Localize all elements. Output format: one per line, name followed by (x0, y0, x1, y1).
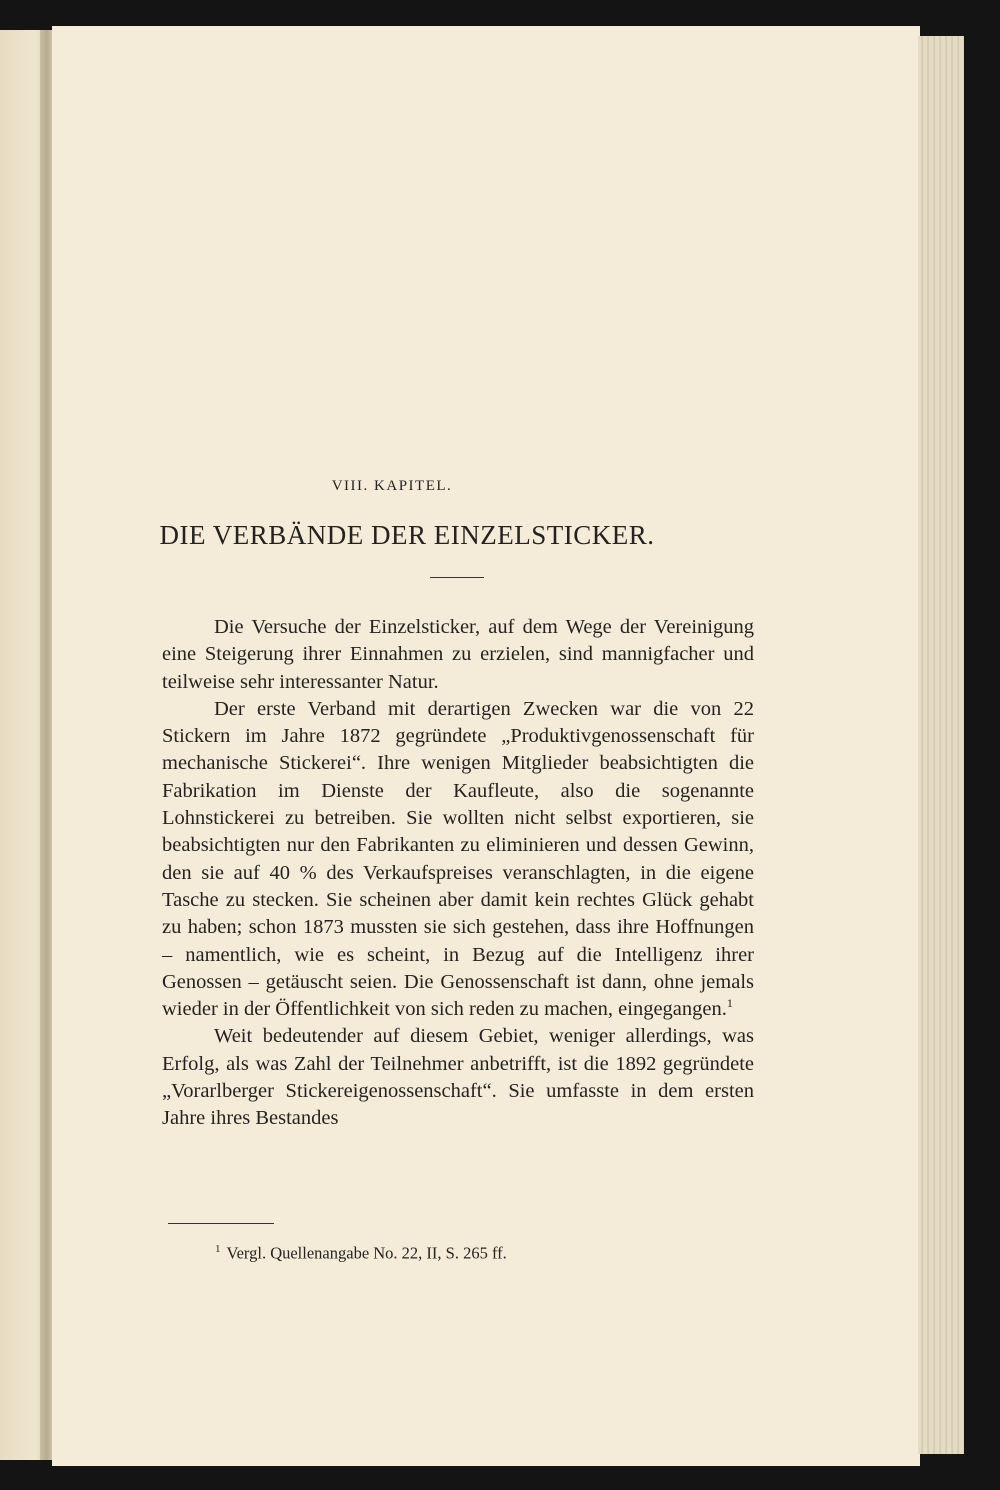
footnote (215, 1243, 507, 1264)
footnote-divider (168, 1223, 274, 1224)
title-divider (430, 577, 484, 578)
paragraph-1: Die Versuche der Einzelsticker, auf dem Wege der Vereinigung eine Steigerung ihrer Einnahmen zu erzielen, sind mannigfacher und teilweise sehr interessanter Natur. (162, 616, 754, 693)
footnote-reference: 1 (726, 996, 733, 1011)
footnote-mark: 1 (215, 1243, 221, 1255)
paragraph-2-text: Der erste Verband mit derartigen Zwecken war die von 22 Stickern im Jahre 1872 gegründete „Produktivgenossenschaft für mechanische Stickerei“. Ihre wenigen Mitglieder beabsichtigten die Fabrikation im Dienste der Kaufleute, also die sogenannte Lohnstickerei zu betreiben. Sie wollten nicht selbst exportieren, sie beabsichtigten nur den Fabrikanten zu eliminieren und dessen Gewinn, den sie auf 40 % des Verkaufspreises veranschlagten, in die eigene Tasche zu stecken. Sie scheinen aber damit kein rechtes Glück gehabt zu haben; schon 1873 mussten sie sich gestehen, dass ihre Hoffnungen – namentlich, wie es scheint, in Bezug auf die Intelligenz ihrer Genossen – getäuscht seien. Die Genossenschaft ist dann, ohne jemals wieder in der Öffentlichkeit von sich reden zu machen, eingegangen. (162, 697, 754, 1021)
body-text (162, 614, 754, 1133)
chapter-title: DIE VERBÄNDE DER EINZELSTICKER. (159, 520, 655, 550)
paragraph-3: Weit bedeutender auf diesem Gebiet, weniger allerdings, was Erfolg, als was Zahl der Teilnehmer anbetrifft, ist die 1892 gegründete „Vorarlberger Stickereigenossenschaft“. Sie umfasste in dem ersten Jahre ihres Bestandes (162, 1025, 754, 1130)
page-stack-edges (918, 36, 964, 1454)
paragraph-2 (162, 696, 754, 1024)
footnote-text: Vergl. Quellenangabe No. 22, II, S. 265 ff. (226, 1243, 507, 1263)
chapter-number: VIII. KAPITEL. (331, 478, 453, 494)
book-page (52, 26, 920, 1466)
